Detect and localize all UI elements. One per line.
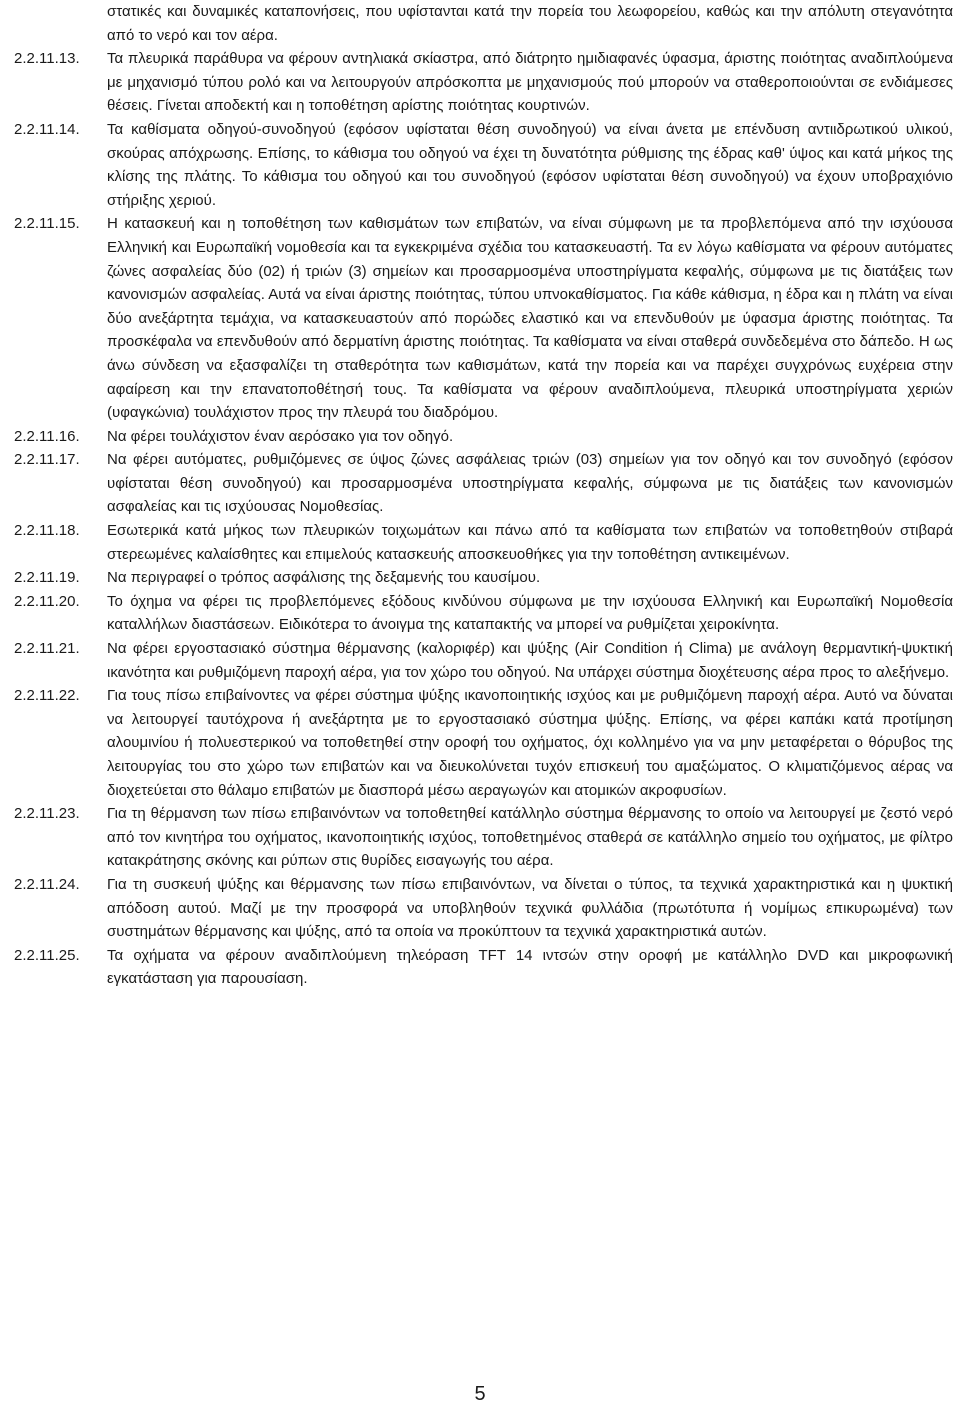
clause-number: 2.2.11.19. — [14, 569, 80, 587]
clause-number: 2.2.11.24. — [14, 875, 80, 893]
clause-text: Για τη συσκευή ψύξης και θέρμανσης των πίσω επιβαινόντων, να δίνεται ο τύπος, τα τεχνικά χαρακτηριστικά και η ψυκτική απόδοση αυτού. Μαζί με την προσφορά να υποβληθούν τεχνικά φυλλάδια (πρωτότυπα ή νομίμως επικυρωμένα) των συστημάτων θέρμανσης και ψύξης, από τα οποία να προκύπτουν τα τεχνικά χαρακτηριστικά αυτών. — [107, 875, 953, 941]
clause-2-2-11-25 — [14, 944, 960, 991]
continuation-paragraph — [14, 0, 960, 47]
clause-number: 2.2.11.23. — [14, 805, 80, 823]
clause-2-2-11-17 — [14, 448, 960, 519]
paragraph-text: στατικές και δυναμικές καταπονήσεις, που υφίστανται κατά την πορεία του λεωφορείου, καθώς και την απόλυτη στεγανότητα από το νερό και τον αέρα. — [107, 3, 953, 44]
clause-number: 2.2.11.14. — [14, 120, 80, 138]
document-body — [14, 0, 960, 991]
clause-text: Τα πλευρικά παράθυρα να φέρουν αντηλιακά σκίαστρα, από διάτρητο ημιδιαφανές ύφασμα, άριστης ποιότητας αναδιπλούμενα με μηχανισμό τύπου ρολό και να λειτουργούν απρόσκοπτα με μηχανισμούς πού μπορούν να σταθεροποιούνται σε ενδιάμεσες θέσεις. Γίνεται αποδεκτή και η τοποθέτηση αρίστης ποιότητας κουρτινών. — [107, 50, 953, 115]
clause-text: Το όχημα να φέρει τις προβλεπόμενες εξόδους κινδύνου σύμφωνα με την ισχύουσα Ελληνική και Ευρωπαϊκή Νομοθεσία καταλλήλων διαστάσεων. Ειδικότερα το άνοιγμα της καταπακτής να μπορεί να ρυθμίζεται χειροκίνητα. — [107, 592, 953, 634]
clause-2-2-11-13 — [14, 47, 960, 118]
clause-2-2-11-18 — [14, 519, 960, 566]
clause-text: Τα οχήματα να φέρουν αναδιπλούμενη τηλεόραση TFT 14 ιντσών στην οροφή με κατάλληλο DVD και μικροφωνική εγκατάσταση για παρουσίαση. — [107, 946, 953, 988]
clause-text: Να φέρει τουλάχιστον έναν αερόσακο για τον οδηγό. — [107, 427, 454, 445]
clause-2-2-11-22 — [14, 684, 960, 802]
clause-2-2-11-24 — [14, 873, 960, 944]
clause-2-2-11-14 — [14, 118, 960, 212]
clause-number: 2.2.11.25. — [14, 946, 80, 964]
clause-number: 2.2.11.20. — [14, 592, 80, 610]
clause-number: 2.2.11.22. — [14, 687, 80, 705]
clause-text: Εσωτερικά κατά μήκος των πλευρικών τοιχωμάτων και πάνω από τα καθίσματα των επιβατών να τοποθετηθούν στιβαρά στερεωμένες καλαίσθητες και επιμελούς κατασκευής αποσκευοθήκες για την τοποθέτηση αντικειμένων. — [107, 522, 953, 563]
clause-number: 2.2.11.21. — [14, 640, 80, 658]
clause-number: 2.2.11.16. — [14, 427, 80, 445]
clause-text: Η κατασκευή και η τοποθέτηση των καθισμάτων των επιβατών, να είναι σύμφωνη με τα προβλεπόμενα από την ισχύουσα Ελληνική και Ευρωπαϊκή νομοθεσία και τα εγκεκριμένα σχέδια του κατασκευαστή. Τα εν λόγω καθίσματα να φέρουν αυτόματες ζώνες ασφαλείας δύο (02) ή τριών (3) σημείων και προσαρμοσμένα υποστηρίγματα κεφαλής, σύμφωνα με τις διατάξεις των κανονισμών ασφαλείας. Αυτά να είναι άριστης ποιότητας, τύπου υπνοκαθίσματος. Για κάθε κάθισμα, η έδρα και η πλάτη να είναι δύο ανεξάρτητα τεμάχια, να κατασκευαστούν από πορώδες ελαστικό και να επενδυθούν με ύφασμα άριστης ποιότητας. Τα προσκέφαλα να επενδυθούν από δερματίνη άριστης ποιότητας. Τα καθίσματα να είναι σταθερά συνδεδεμένα στο δάπεδο. Η ως άνω σύνδεση να εξασφαλίζει τη σταθερότητα των καθισμάτων, κατά την πορεία και να παρέχει συγχρόνως ευχέρεια στην αφαίρεση και την επανατοποθέτησή τους. Τα καθίσματα να φέρουν αναδιπλούμενα, πλευρικά υποστηρίγματα χεριών (υφαγκώνια) τουλάχιστον προς την πλευρά του διαδρόμου. — [107, 215, 953, 422]
clause-2-2-11-20 — [14, 590, 960, 637]
page-number: 5 — [474, 1383, 486, 1405]
clause-number: 2.2.11.17. — [14, 451, 80, 469]
clause-text: Τα καθίσματα οδηγού-συνοδηγού (εφόσον υφίσταται θέση συνοδηγού) να είναι άνετα με επένδυση αντιιδρωτικού υλικού, σκούρας απόχρωσης. Επίσης, το κάθισμα του οδηγού να έχει τη δυνατότητα ρύθμισης της έδρας καθ' ύψος και κατά μήκος της κλίσης της πλάτης. Το κάθισμα του οδηγού και του συνοδηγού (εφόσον υφίσταται θέση συνοδηγού) να έχουν υποβραχιόνιο στήριξης χεριού. — [107, 120, 953, 209]
clause-text: Για τους πίσω επιβαίνοντες να φέρει σύστημα ψύξης ικανοποιητικής ισχύος και με ρυθμιζόμενη παροχή αέρα. Αυτό να δύναται να λειτουργεί ταυτόχρονα ή ανεξάρτητα με το εργοστασιακό σύστημα ψύξης. Επίσης, να φέρει καπάκι κατά προτίμηση αλουμινίου ή πολυεστερικού να τοποθετηθεί στην οροφή του οχήματος, όχι κολλημένο για να μην μεταφέρεται ο θόρυβος της λειτουργίας του στο χώρο των επιβατών και να διευκολύνεται τυχόν επισκευή του αμαξώματος. Ο κλιματιζόμενος αέρας να διοχετεύεται στο θάλαμο επιβατών με διασπορά μέσω αεραγωγών και ατομικών ακροφυσίων. — [107, 687, 953, 799]
clause-number: 2.2.11.15. — [14, 215, 80, 233]
clause-2-2-11-23 — [14, 802, 960, 873]
clause-text: Να φέρει εργοστασιακό σύστημα θέρμανσης (καλοριφέρ) και ψύξης (Air Condition ή Clima) με ανάλογη θερμαντική-ψυκτική ικανότητα και ρυθμιζόμενη παροχή αέρα, για τον χώρο του οδηγού. Να υπάρχει σύστημα διοχέτευσης αέρα προς το αλεξήνεμο. — [107, 640, 953, 681]
clause-2-2-11-15 — [14, 212, 960, 424]
clause-2-2-11-19 — [14, 566, 960, 590]
clause-text: Να περιγραφεί ο τρόπος ασφάλισης της δεξαμενής του καυσίμου. — [107, 569, 541, 587]
clause-2-2-11-16 — [14, 425, 960, 449]
clause-number: 2.2.11.18. — [14, 522, 80, 540]
clause-text: Για τη θέρμανση των πίσω επιβαινόντων να τοποθετηθεί κατάλληλο σύστημα θέρμανσης το οποίο να λειτουργεί με ζεστό νερό από τον κινητήρα του οχήματος, ικανοποιητικής ισχύος, τοποθετημένος σταθερά σε κατάλληλο σημείο του οχήματος, με φίλτρο κατακράτησης σκόνης και ρύπων στις θυρίδες εισαγωγής του αέρα. — [107, 805, 953, 870]
clause-number: 2.2.11.13. — [14, 50, 80, 68]
clause-2-2-11-21 — [14, 637, 960, 684]
clause-text: Να φέρει αυτόματες, ρυθμιζόμενες σε ύψος ζώνες ασφάλειας τριών (03) σημείων για τον οδηγό και τον συνοδηγό (εφόσον υφίσταται θέση συνοδηγού) και προσαρμοσμένα υποστηρίγματα κεφαλής, σύμφωνα με τις διατάξεις των κανονισμών ασφαλείας και τις ισχύουσας Νομοθεσίας. — [107, 451, 953, 516]
